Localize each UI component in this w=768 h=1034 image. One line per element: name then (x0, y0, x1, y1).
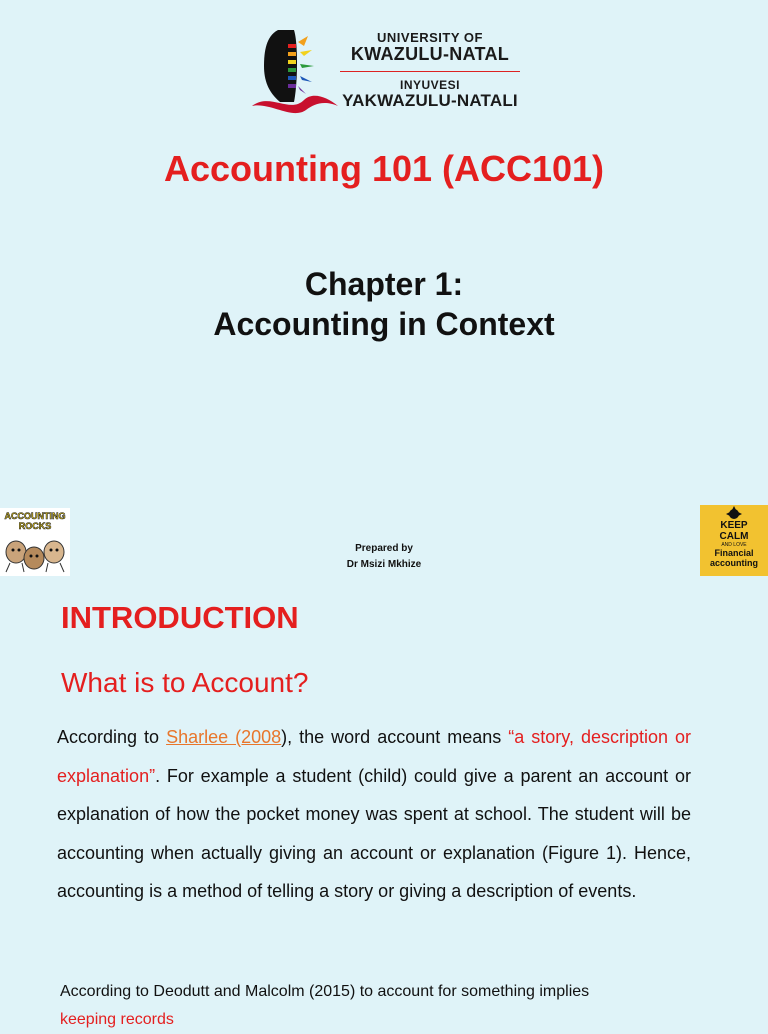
prepared-by-author: Dr Msizi Mkhize (346, 559, 422, 570)
section-heading: INTRODUCTION (61, 600, 299, 635)
badge-left-line2: ROCKS (18, 521, 52, 531)
paragraph-text-start: According to (57, 727, 167, 747)
second-paragraph-text: According to Deodutt and Malcolm (2015) to account for something implies (60, 983, 590, 1000)
second-paragraph (60, 978, 700, 1034)
paragraph-text-rest: . For example a student (child) could give a parent an account or explanation of how the pocket money was spent at school. The student will be accounting when actually giving an account or explanation (Figure 1). Hence, accounting is a method of telling a story or giving a description of events. (57, 765, 691, 901)
university-name-line1: UNIVERSITY OF (377, 30, 483, 45)
badge-right-line2: CALM (719, 531, 749, 542)
badge-left-line1: ACCOUNTING (4, 511, 66, 521)
chapter-title-line1: Chapter 1: (304, 266, 464, 302)
badge-right-line5: accounting (709, 558, 758, 568)
course-title: Accounting 101 (ACC101) (163, 148, 605, 189)
prepared-by (0, 541, 768, 573)
university-name-line4: YAKWAZULU-NATALI (342, 91, 518, 110)
university-name-line3: INYUVESI (399, 78, 460, 92)
university-name-line2: KWAZULU-NATAL (350, 44, 510, 64)
university-name (340, 30, 520, 111)
citation-link[interactable]: Sharlee (2008 (166, 727, 282, 747)
definition-quote: “a story, description or explanation” (57, 727, 691, 786)
crown-icon (700, 505, 768, 521)
university-name-divider (340, 71, 520, 72)
intro-paragraph (57, 718, 691, 911)
chapter-title-line2: Accounting in Context (213, 306, 555, 342)
chapter-title (0, 264, 768, 344)
badge-right-line4: Financial (714, 548, 754, 558)
second-paragraph-highlight: keeping records (60, 1011, 174, 1028)
ukzn-crest-icon (250, 22, 340, 114)
paragraph-text-mid: ), the word account means (281, 727, 509, 747)
section-subheading: What is to Account? (61, 667, 309, 698)
badge-right-line3: AND LOVE (721, 542, 747, 548)
prepared-by-label: Prepared by (355, 543, 413, 554)
badge-right-line1: KEEP (720, 520, 748, 531)
keep-calm-badge (700, 505, 768, 576)
